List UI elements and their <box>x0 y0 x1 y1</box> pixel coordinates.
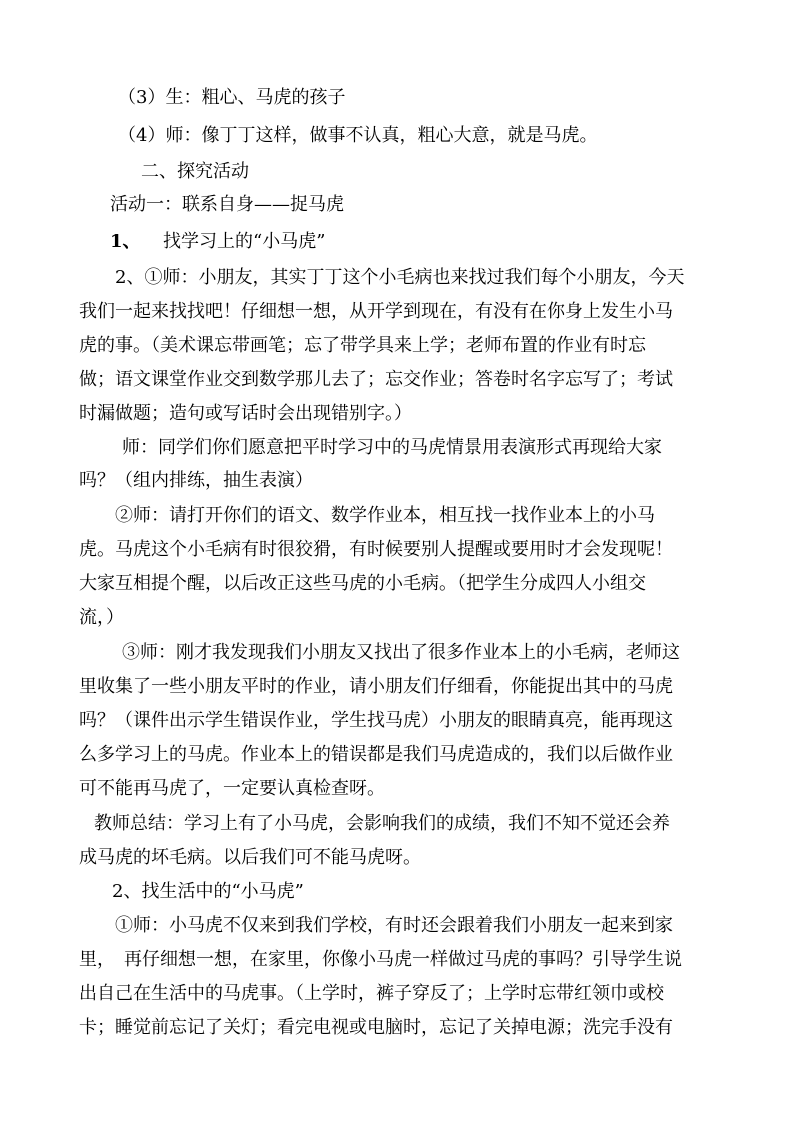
section-heading: 二、探究活动 <box>141 161 249 182</box>
text-line: （3）生：粗心、马虎的孩子 <box>118 87 346 108</box>
text-line: 吗？（课件出示学生错误作业，学生找马虎）小朋友的眼睛真亮，能再现这 <box>79 710 673 731</box>
text-line: 我们一起来找找吧！仔细想一想，从开学到现在，有没有在你身上发生小马 <box>79 301 673 322</box>
subsection-heading: 找学习上的“小马虎” <box>163 231 326 252</box>
text-line: ③师：刚才我发现我们小朋友又找出了很多作业本上的小毛病，老师这 <box>122 642 680 663</box>
text-line: 卡；睡觉前忘记了关灯；看完电视或电脑时，忘记了关掉电源；洗完手没有 <box>79 1017 673 1038</box>
text-line: 虎。马虎这个小毛病有时很狡猾，有时候要别人提醒或要用时才会发现呢！ <box>79 539 673 560</box>
text-line: 师：同学们你们愿意把平时学习中的马虎情景用表演形式再现给大家 <box>122 437 662 458</box>
subsection-heading: 2、找生活中的“小马虎” <box>112 881 304 902</box>
text-line: 么多学习上的马虎。作业本上的错误都是我们马虎造成的，我们以后做作业 <box>79 744 673 765</box>
text-line: 教师总结：学习上有了小马虎，会影响我们的成绩，我们不知不觉还会养 <box>94 813 670 834</box>
text-line: ①师：小马虎不仅来到我们学校，有时还会跟着我们小朋友一起来到家 <box>115 915 673 936</box>
list-number: 1、 <box>110 231 141 252</box>
text-line: 里收集了一些小朋友平时的作业，请小朋友们仔细看，你能捉出其中的马虎 <box>79 676 673 697</box>
text-line: 大家互相提个醒，以后改正这些马虎的小毛病。（把学生分成四人小组交 <box>79 573 646 594</box>
text-line: 时漏做题；造句或写话时会出现错别字。） <box>79 403 412 424</box>
text-line: （4）师：像丁丁这样，做事不认真，粗心大意，就是马虎。 <box>118 125 598 146</box>
text-line: 可不能再马虎了，一定要认真检查呀。 <box>79 778 385 799</box>
text-line: 2、①师：小朋友，其实丁丁这个小毛病也来找过我们每个小朋友，今天 <box>115 267 685 288</box>
activity-heading: 活动一：联系自身——捉马虎 <box>110 194 344 215</box>
text-line: 成马虎的坏毛病。以后我们可不能马虎呀。 <box>79 847 421 868</box>
text-line: 做；语文课堂作业交到数学那儿去了；忘交作业；答卷时名字忘写了；考试 <box>79 369 673 390</box>
text-line: ②师：请打开你们的语文、数学作业本，相互找一找作业本上的小马 <box>115 505 655 526</box>
text-line: 出自己在生活中的马虎事。（上学时，裤子穿反了；上学时忘带红领巾或校 <box>79 983 664 1004</box>
text-line: 流，） <box>79 607 124 628</box>
text-line: 吗？（组内排练，抽生表演） <box>79 470 313 491</box>
text-line: 里， 再仔细想一想，在家里，你像小马虎一样做过马虎的事吗？引导学生说 <box>79 949 682 970</box>
text-line: 虎的事。（美术课忘带画笔；忘了带学具来上学；老师布置的作业有时忘 <box>79 335 646 356</box>
